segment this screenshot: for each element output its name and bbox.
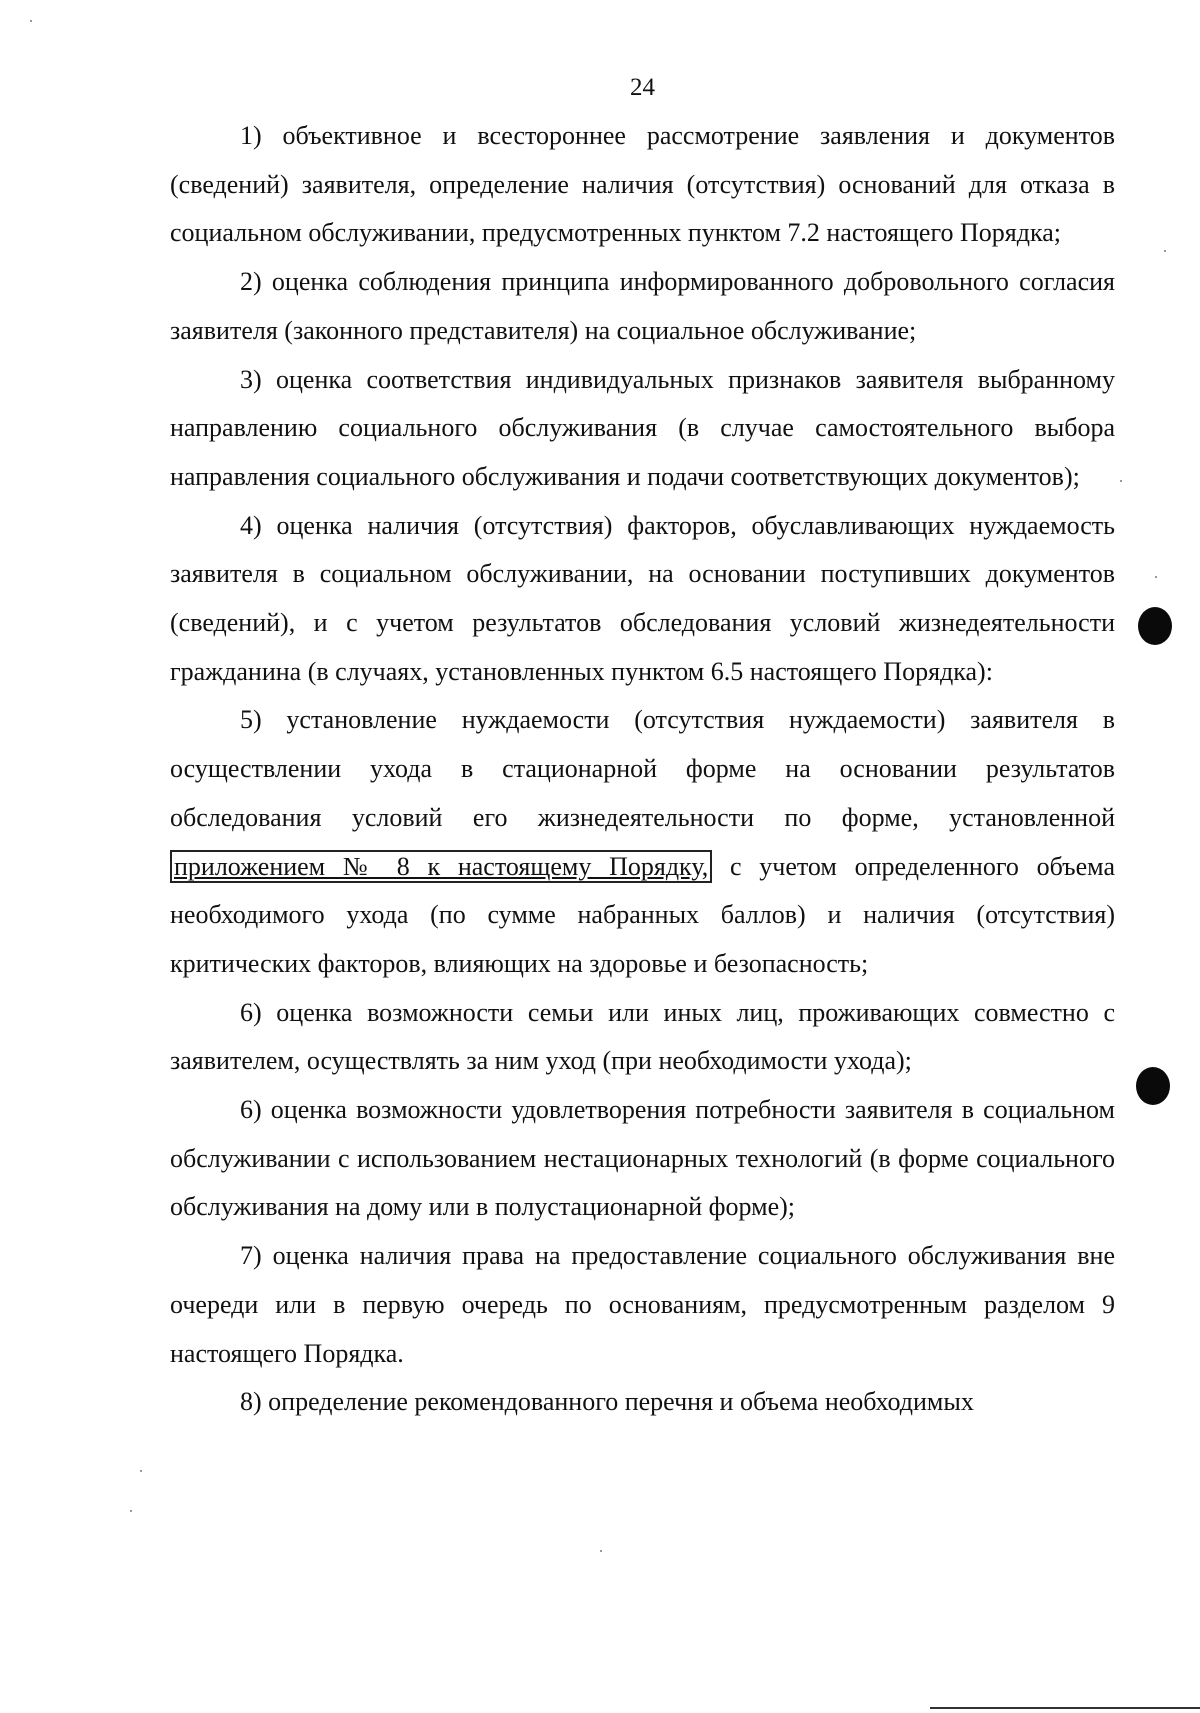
scan-speck [1120, 480, 1122, 482]
scan-speck [1164, 250, 1166, 252]
scan-speck [1155, 576, 1157, 578]
paragraph-3: 3) оценка соответствия индивидуальных признаков заявителя выбранному направлению социального обслуживания (в случае самостоятельного выбора направления социального обслуживания и подачи соответствующих документов); [170, 364, 1115, 491]
scan-speck [600, 1550, 602, 1552]
appendix-8-link[interactable]: приложением № 8 к настоящему Порядку, [170, 850, 712, 883]
paragraph-2: 2) оценка соблюдения принципа информированного добровольного согласия заявителя (законного представителя) на социальное обслуживание; [170, 267, 1115, 345]
paragraph-8: 8) определение рекомендованного перечня и объема необходимых [240, 1387, 974, 1417]
paragraph-6b: 6) оценка возможности удовлетворения потребности заявителя в социальном обслуживании с использованием нестационарных технологий (в форме социального обслуживания на дому или в полустационарной форме); [170, 1095, 1115, 1222]
paragraph-5-text-before: 5) установление нуждаемости (отсутствия нуждаемости) заявителя в осуществлении ухода в стационарной форме на основании результатов обследования условий его жизнедеятельности по форме, установленной [170, 705, 1115, 832]
punch-hole-bottom [1136, 1067, 1170, 1105]
scan-speck [130, 1510, 132, 1512]
page-number: 24 [630, 74, 655, 101]
footer-rule [930, 1707, 1200, 1709]
paragraph-5 [170, 696, 1115, 988]
paragraph-7: 7) оценка наличия права на предоставление социального обслуживания вне очереди или в первую очередь по основаниям, предусмотренным разделом 9 настоящего Порядка. [170, 1241, 1115, 1368]
punch-hole-top [1138, 607, 1172, 645]
scan-speck [140, 1470, 142, 1472]
paragraph-6a: 6) оценка возможности семьи или иных лиц, проживающих совместно с заявителем, осуществлять за ним уход (при необходимости ухода); [170, 997, 1115, 1076]
document-body [170, 112, 1115, 1427]
scan-speck [30, 20, 32, 22]
paragraph-4: 4) оценка наличия (отсутствия) факторов, обуславливающих нуждаемость заявителя в социальном обслуживании, на основании поступивших документов (сведений), и с учетом результатов обследования условий жизнедеятельности гражданина (в случаях, установленных пунктом 6.5 настоящего Порядка): [170, 510, 1115, 686]
paragraph-1: 1) объективное и всестороннее рассмотрение заявления и документов (сведений) заявителя, определение наличия (отсутствия) оснований для отказа в социальном обслуживании, предусмотренных пунктом 7.2 настоящего Порядка; [170, 121, 1115, 248]
paragraph-5-text-after: с учетом определенного объема необходимого ухода (по сумме набранных баллов) и наличия (отсутствия) критических факторов, влияющих на здоровье и безопасность; [170, 851, 1115, 978]
